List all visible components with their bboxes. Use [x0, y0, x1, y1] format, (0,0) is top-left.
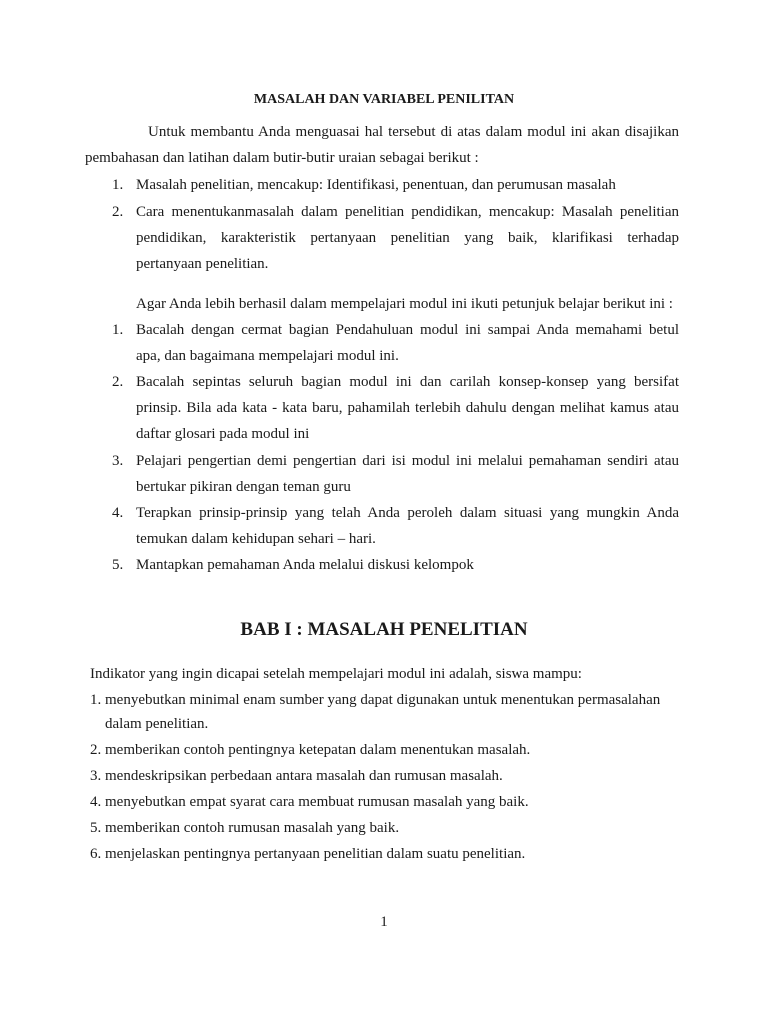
page-number: 1	[380, 914, 388, 930]
guide-item: prinsip. Bila ada kata - kata baru, pahamilah terlebih dahulu dengan melihat kamus atau	[136, 400, 679, 416]
guide-item: Bacalah dengan cermat bagian Pendahuluan modul ini sampai Anda memahami betul	[136, 322, 679, 338]
guide-item: daftar glosari pada modul ini	[136, 426, 310, 442]
guide-item: apa, dan bagaimana mempelajari modul ini.	[136, 348, 399, 364]
indicator-item: dalam penelitian.	[105, 716, 209, 732]
guide-item: bertukar pikiran dengan teman guru	[136, 479, 351, 495]
intro-line: Untuk membantu Anda menguasai hal tersebut di atas dalam modul ini akan disajikan	[148, 124, 679, 140]
list-number: 5.	[112, 557, 124, 573]
list-number: 1.	[112, 177, 124, 193]
guide-item: Pelajari pengertian demi pengertian dari isi modul ini melalui pemahaman sendiri atau	[136, 453, 679, 469]
list-number: 2.	[112, 204, 124, 220]
list-number: 3.	[112, 453, 124, 469]
list-number: 1.	[90, 692, 102, 708]
guide-item: Mantapkan pemahaman Anda melalui diskusi kelompok	[136, 557, 474, 573]
guide-item: temukan dalam kehidupan sehari – hari.	[136, 531, 376, 547]
list-number: 4.	[112, 505, 124, 521]
document-title: MASALAH DAN VARIABEL PENILITAN	[253, 92, 515, 107]
indicator-intro: Indikator yang ingin dicapai setelah mempelajari modul ini adalah, siswa mampu:	[90, 666, 582, 682]
guide-item: Bacalah sepintas seluruh bagian modul ini dan carilah konsep-konsep yang bersifat	[136, 374, 679, 390]
indicator-item: memberikan contoh rumusan masalah yang baik.	[105, 820, 400, 836]
topic-item: pertanyaan penelitian.	[136, 256, 269, 272]
indicator-item: mendeskripsikan perbedaan antara masalah dan rumusan masalah.	[105, 768, 503, 784]
list-number: 5.	[90, 820, 102, 836]
list-number: 1.	[112, 322, 124, 338]
list-number: 6.	[90, 846, 102, 862]
guide-intro: Agar Anda lebih berhasil dalam mempelajari modul ini ikuti petunjuk belajar berikut ini :	[136, 296, 673, 312]
indicator-item: menyebutkan empat syarat cara membuat rumusan masalah yang baik.	[105, 794, 529, 810]
indicator-item: memberikan contoh pentingnya ketepatan dalam menentukan masalah.	[105, 742, 531, 758]
topic-item: Cara menentukanmasalah dalam penelitian pendidikan, mencakup: Masalah penelitian	[136, 204, 679, 220]
list-number: 4.	[90, 794, 102, 810]
list-number: 2.	[90, 742, 102, 758]
chapter-title: BAB I : MASALAH PENELITIAN	[240, 619, 528, 640]
intro-line: pembahasan dan latihan dalam butir-butir uraian sebagai berikut :	[85, 150, 479, 166]
indicator-item: menjelaskan pentingnya pertanyaan penelitian dalam suatu penelitian.	[105, 846, 526, 862]
list-number: 3.	[90, 768, 102, 784]
indicator-item: menyebutkan minimal enam sumber yang dapat digunakan untuk menentukan permasalahan	[105, 692, 661, 708]
topic-item: pendidikan, karakteristik pertanyaan penelitian yang baik, klarifikasi terhadap	[136, 230, 679, 246]
guide-item: Terapkan prinsip-prinsip yang telah Anda peroleh dalam situasi yang mungkin Anda	[136, 505, 679, 521]
topic-item: Masalah penelitian, mencakup: Identifikasi, penentuan, dan perumusan masalah	[136, 177, 616, 193]
list-number: 2.	[112, 374, 124, 390]
